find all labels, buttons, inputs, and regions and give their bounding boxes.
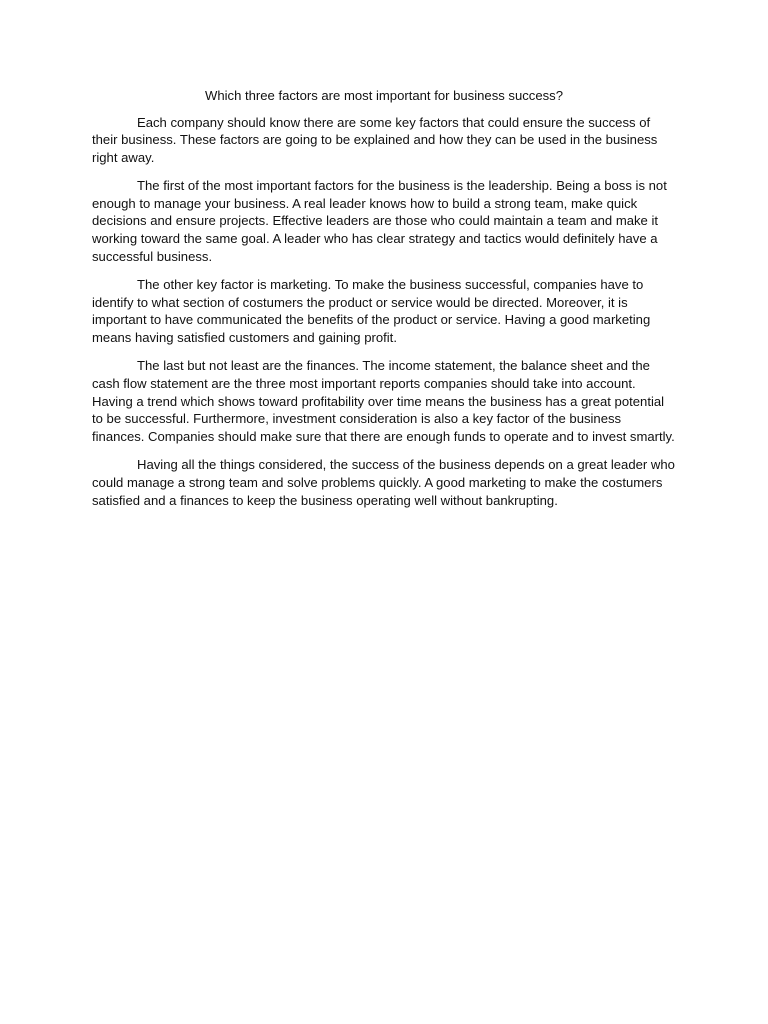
document-body [92,87,676,519]
paragraph-finances: The last but not least are the finances. The income statement, the balance sheet and the cash flow statement are the three most important reports companies should take into account. Having a trend which shows toward profitability over time means the business has a great potential to be successful. Furthermore, investment consideration is also a key factor of the business finances. Companies should make sure that there are enough funds to operate and to invest smartly. [92,358,675,445]
document-title: Which three factors are most important for business success? [204,88,564,103]
paragraph-leadership: The first of the most important factors for the business is the leadership. Being a boss is not enough to manage your business. A real leader knows how to build a strong team, make quick decisions and ensure projects. Effective leaders are those who could maintain a team and make it working toward the same goal. A leader who has clear strategy and tactics would definitely have a successful business. [92,177,667,265]
paragraph-conclusion: Having all the things considered, the success of the business depends on a great leader who could manage a strong team and solve problems quickly. A good marketing to make the costumers satisfied and a finances to keep the business operating well without bankrupting. [92,457,675,508]
paragraph-marketing: The other key factor is marketing. To make the business successful, companies have to identify to what section of costumers the product or service would be directed. Moreover, it is important to have communicated the benefits of the product or service. Having a good marketing means having satisfied customers and gaining profit. [92,276,651,346]
paragraph-intro: Each company should know there are some key factors that could ensure the success of their business. These factors are going to be explained and how they can be used in the business right away. [92,114,658,166]
